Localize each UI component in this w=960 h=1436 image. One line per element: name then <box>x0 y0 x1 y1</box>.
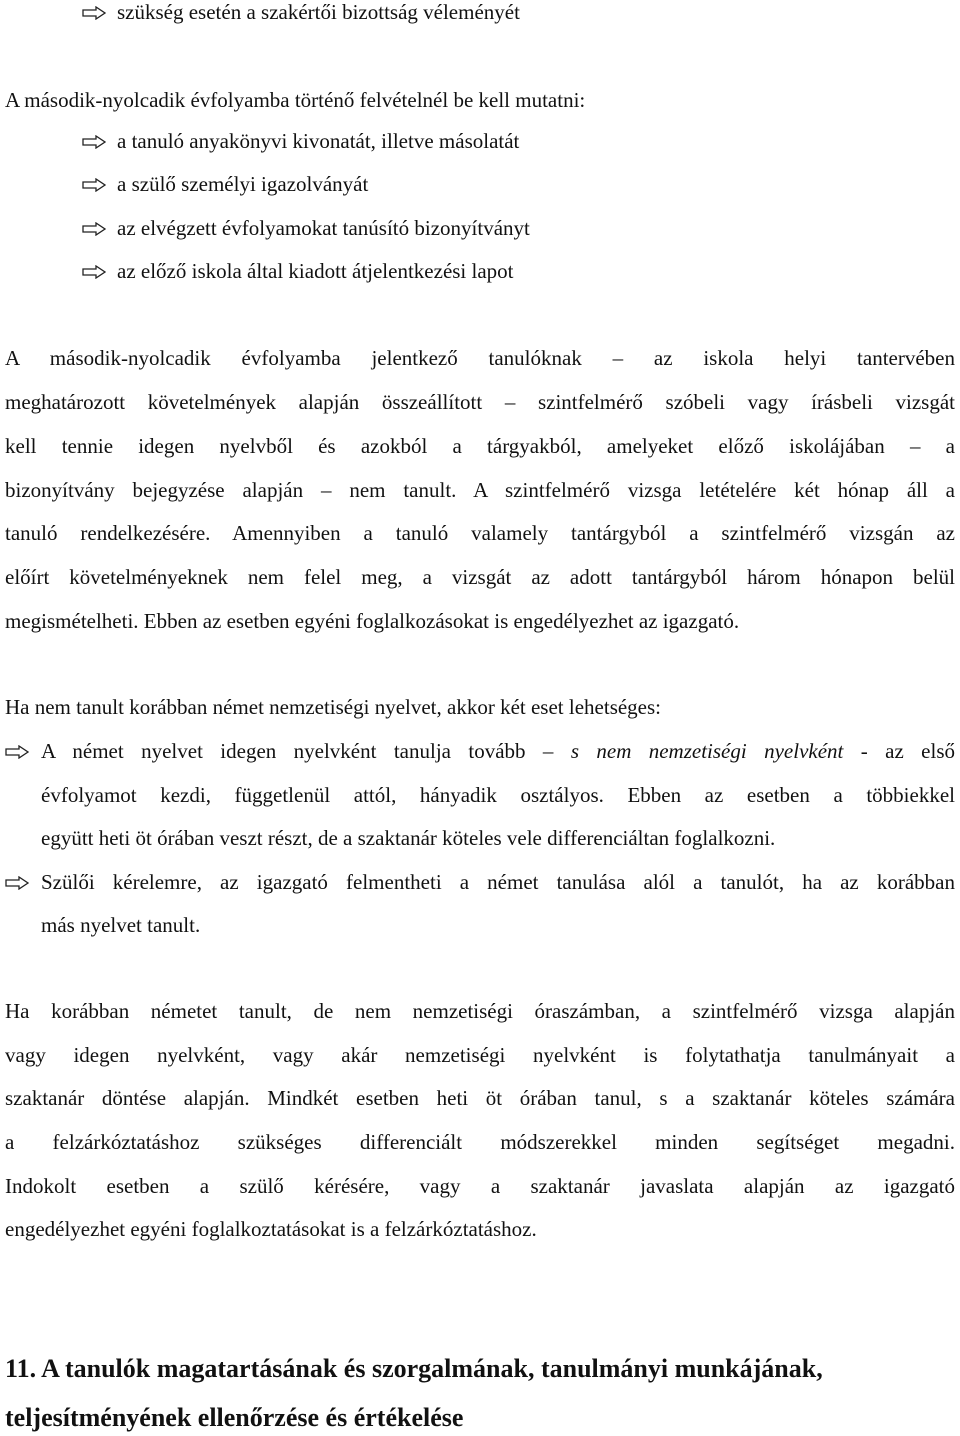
section-intro: Ha nem tanult korábban német nemzetiségi nyelvet, akkor két eset lehetséges: <box>5 695 662 719</box>
arrow-bullet-icon <box>82 6 106 20</box>
section-intro: A második-nyolcadik évfolyamba történő felvételnél be kell mutatni: <box>5 88 586 112</box>
arrow-bullet-icon <box>82 265 106 279</box>
paragraph-line: Ha korábban németet tanult, de nem nemzetiségi óraszámban, a szintfelmérő vizsga alapján <box>5 999 955 1023</box>
arrow-bullet-icon <box>5 876 29 890</box>
arrow-bullet-icon <box>5 745 29 759</box>
paragraph-line: előírt követelményeknek nem felel meg, a vizsgát az adott tantárgyból három hónapon belül <box>5 565 955 589</box>
paragraph-line: tanuló rendelkezésére. Amennyiben a tanuló valamely tantárgyból a szintfelmérő vizsgán az <box>5 521 955 545</box>
list-item-line: évfolyamot kezdi, függetlenül attól, hányadik osztályos. Ebben az esetben a többiekkel <box>41 783 955 807</box>
list-item-line: Szülői kérelemre, az igazgató felmentheti a német tanulása alól a tanulót, ha az korábban <box>41 870 955 894</box>
paragraph-line: bizonyítvány bejegyzése alapján – nem tanult. A szintfelmérő vizsga letételére két hónap áll a <box>5 478 955 502</box>
paragraph-line: meghatározott követelmények alapján összeállított – szintfelmérő szóbeli vagy írásbeli vizsgát <box>5 390 955 414</box>
paragraph-line: A második-nyolcadik évfolyamba jelentkező tanulóknak – az iskola helyi tantervében <box>5 346 955 370</box>
list-item-line <box>41 737 955 765</box>
arrow-bullet-icon <box>82 222 106 236</box>
list-item: szükség esetén a szakértői bizottság véleményét <box>117 0 520 24</box>
list-item-line: más nyelvet tanult. <box>41 913 201 937</box>
arrow-bullet-icon <box>82 135 106 149</box>
list-item: a tanuló anyakönyvi kivonatát, illetve másolatát <box>117 129 520 153</box>
list-item: az előző iskola által kiadott átjelentkezési lapot <box>117 259 514 283</box>
section-heading: teljesítményének ellenőrzése és értékelése <box>5 1403 464 1432</box>
list-item: a szülő személyi igazolványát <box>117 172 369 196</box>
paragraph-line: szaktanár döntése alapján. Mindkét esetben heti öt órában tanul, s a szaktanár köteles számára <box>5 1086 955 1110</box>
paragraph-line: vagy idegen nyelvként, vagy akár nemzetiségi nyelvként is folytathatja tanulmányait a <box>5 1043 955 1067</box>
list-item-text: A német nyelvet idegen nyelvként tanulja tovább – <box>41 739 554 763</box>
emphasis-text: s nem nemzetiségi nyelvként <box>570 739 844 763</box>
paragraph-line: kell tennie idegen nyelvből és azokból a tárgyakból, amelyeket előző iskolájában – a <box>5 434 955 458</box>
list-item-line: együtt heti öt órában veszt részt, de a szaktanár köteles vele differenciáltan foglalkozni. <box>41 826 776 850</box>
list-item-text: - az első <box>860 739 955 763</box>
paragraph-line: megismételheti. Ebben az esetben egyéni foglalkozásokat is engedélyezhet az igazgató. <box>5 609 740 633</box>
section-heading: 11. A tanulók magatartásának és szorgalmának, tanulmányi munkájának, <box>5 1354 823 1383</box>
paragraph-line: engedélyezhet egyéni foglalkoztatásokat is a felzárkóztatáshoz. <box>5 1217 537 1241</box>
paragraph-line: Indokolt esetben a szülő kérésére, vagy a szaktanár javaslata alapján az igazgató <box>5 1174 955 1198</box>
list-item: az elvégzett évfolyamokat tanúsító bizonyítványt <box>117 216 530 240</box>
paragraph-line: a felzárkóztatáshoz szükséges differenciált módszerekkel minden segítséget megadni. <box>5 1130 955 1154</box>
arrow-bullet-icon <box>82 178 106 192</box>
